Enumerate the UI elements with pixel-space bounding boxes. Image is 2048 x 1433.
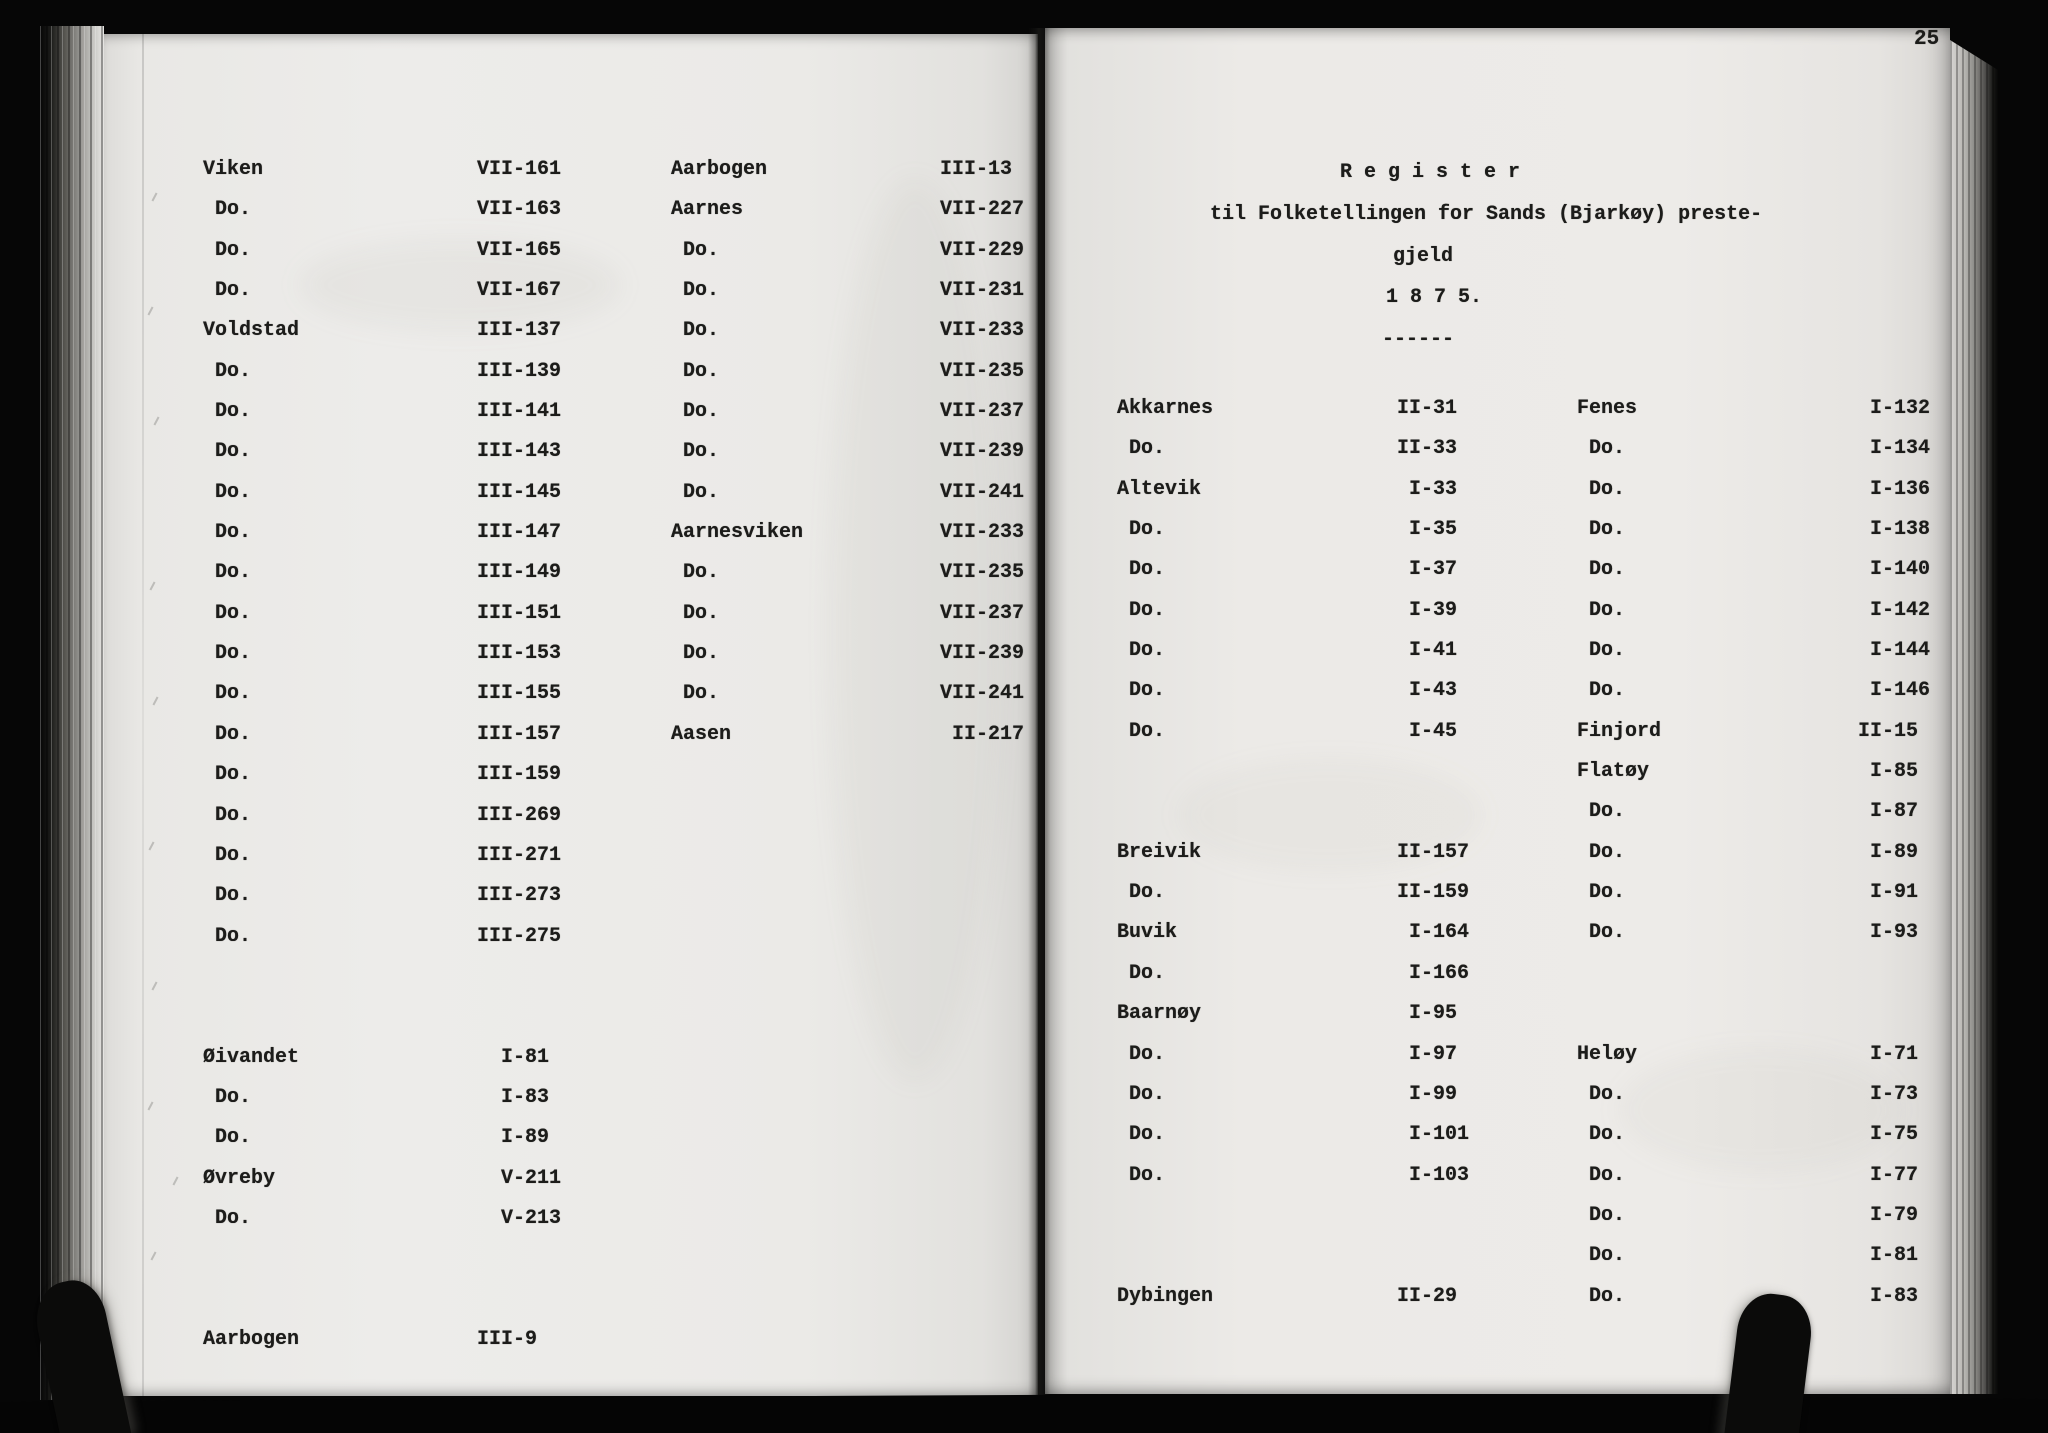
- register-row: [1117, 397, 1458, 439]
- entry-name: Do.: [1577, 1082, 1626, 1106]
- entry-ref: I - 87: [1869, 800, 1919, 824]
- entry-ref: I - 89: [500, 1126, 550, 1150]
- register-row: [671, 480, 1025, 523]
- register-row: [1117, 598, 1458, 641]
- entry-name: Do.: [671, 359, 720, 383]
- entry-name: Heløy: [1577, 1042, 1638, 1066]
- entry-ref: I - 71: [1869, 1042, 1919, 1066]
- entry-ref: III - 9: [477, 1327, 538, 1351]
- register-subtitle-line: til Folketellingen for Sands (Bjarkøy) preste-: [1210, 203, 1763, 226]
- entry-name: Do.: [1117, 961, 1166, 985]
- register-row: [203, 1327, 538, 1370]
- entry-name: Do.: [1117, 558, 1166, 582]
- entry-ref: I - 164: [1408, 921, 1470, 945]
- register-row: [1117, 1246, 1213, 1286]
- register-row: [1117, 881, 1470, 923]
- entry-ref: III - 13: [940, 158, 1013, 181]
- stacked-page-edges-left: [40, 26, 104, 1400]
- entry-name: Do.: [1117, 1123, 1166, 1147]
- register-row: [1577, 1203, 1919, 1246]
- register-row: [203, 601, 562, 644]
- entry-ref: I - 89: [1869, 840, 1919, 864]
- register-row: [1577, 921, 1919, 963]
- entry-ref: I - 140: [1869, 558, 1931, 582]
- entry-ref: VII - 229: [940, 238, 1025, 262]
- entry-ref: III - 147: [477, 521, 562, 545]
- register-divider-dashes: ------: [1382, 328, 1455, 351]
- entry-ref: VII - 239: [940, 440, 1025, 464]
- entry-name: Do.: [1117, 598, 1166, 622]
- entry-name: Do.: [203, 480, 252, 504]
- register-row: [203, 884, 562, 926]
- register-row: [1577, 679, 1931, 721]
- entry-ref: I - 45: [1408, 719, 1458, 743]
- entry-name: Do.: [203, 561, 252, 585]
- register-row: [1117, 679, 1458, 721]
- register-row: [1117, 1123, 1470, 1165]
- entry-name: Do.: [671, 440, 720, 464]
- entry-ref: VII - 233: [940, 319, 1025, 343]
- entry-name: Do.: [203, 601, 252, 625]
- register-row: [203, 521, 562, 563]
- register-row: [203, 722, 562, 765]
- entry-name: Do.: [203, 1126, 252, 1150]
- entry-name: Do.: [671, 642, 720, 666]
- entry-ref: I - 95: [1408, 1002, 1458, 1026]
- entry-ref: VII - 167: [477, 279, 562, 303]
- entry-name: Do.: [203, 359, 252, 383]
- register-title: R e g i s t e r: [1340, 161, 1521, 184]
- register-row: [1577, 1004, 1661, 1044]
- entry-name: Finjord: [1577, 719, 1662, 743]
- entry-name: Do.: [1117, 1163, 1166, 1187]
- entry-name: Do.: [1577, 1203, 1626, 1227]
- entry-ref: III - 271: [477, 843, 562, 867]
- entry-name: Øivandet: [203, 1045, 300, 1069]
- entry-ref: III - 151: [477, 601, 562, 625]
- entry-name: Do.: [1577, 518, 1626, 542]
- register-row: [203, 967, 299, 1007]
- register-row: [1577, 964, 1661, 1004]
- entry-name: Do.: [1577, 1244, 1626, 1268]
- entry-name: Do.: [203, 238, 252, 262]
- right-page-column-2: [1577, 397, 1931, 1327]
- entry-name: Do.: [1577, 679, 1626, 703]
- entry-name: Do.: [1117, 1082, 1166, 1106]
- register-row: [671, 561, 1025, 603]
- entry-name: Do.: [203, 884, 252, 908]
- entry-name: Do.: [1577, 639, 1626, 663]
- register-row: [671, 601, 1025, 644]
- entry-ref: VII - 233: [940, 521, 1025, 545]
- register-row: [671, 722, 1025, 765]
- entry-ref: II - 31: [1396, 397, 1458, 420]
- entry-name: Do.: [1117, 518, 1166, 542]
- entry-name: Do.: [203, 198, 252, 222]
- entry-ref: III - 137: [477, 319, 562, 343]
- entry-name: Do.: [203, 440, 252, 464]
- entry-name: Do.: [203, 521, 252, 545]
- entry-name: Do.: [1577, 558, 1626, 582]
- entry-name: Do.: [1577, 1163, 1626, 1187]
- register-row: [203, 682, 562, 724]
- register-row: [1117, 558, 1458, 600]
- register-row: [203, 1166, 562, 1209]
- entry-ref: VII - 161: [477, 158, 562, 181]
- register-row: [1117, 1002, 1458, 1044]
- entry-ref: I - 81: [1869, 1244, 1919, 1268]
- register-row: [1577, 1244, 1919, 1286]
- entry-name: Breivik: [1117, 840, 1202, 864]
- register-row: [1577, 1163, 1919, 1206]
- register-row: [671, 359, 1025, 402]
- register-row: [1117, 921, 1470, 963]
- entry-ref: I - 101: [1408, 1123, 1470, 1147]
- entry-ref: I - 77: [1869, 1163, 1919, 1187]
- register-row: [1577, 1123, 1919, 1165]
- entry-ref: I - 83: [500, 1085, 550, 1109]
- entry-ref: VII - 239: [940, 642, 1025, 666]
- paper-smudge: [830, 180, 1000, 1080]
- entry-name: Do.: [1117, 639, 1166, 663]
- entry-ref: I - 73: [1869, 1082, 1919, 1106]
- entry-ref: III - 155: [477, 682, 562, 706]
- register-row: [1117, 477, 1458, 520]
- entry-ref: V - 213: [500, 1206, 562, 1230]
- register-row: [203, 279, 562, 321]
- register-row: [1117, 961, 1470, 1004]
- register-row: [1577, 1284, 1919, 1327]
- register-row: [203, 1206, 562, 1249]
- register-year: 1 8 7 5.: [1386, 286, 1483, 309]
- register-row: [203, 763, 562, 805]
- entry-ref: I - 91: [1869, 881, 1919, 905]
- entry-ref: VII - 165: [477, 238, 562, 262]
- entry-ref: I - 43: [1408, 679, 1458, 703]
- paper-smudge: [300, 240, 620, 330]
- register-row: [671, 440, 1025, 482]
- entry-ref: II - 217: [951, 722, 1025, 746]
- entry-name: Do.: [203, 722, 252, 746]
- entry-ref: III - 153: [477, 642, 562, 666]
- register-row: [1117, 719, 1458, 762]
- register-row: [671, 400, 1025, 442]
- entry-name: Do.: [671, 480, 720, 504]
- entry-name: Do.: [671, 561, 720, 585]
- register-row: [1117, 1284, 1458, 1327]
- register-row: [203, 843, 562, 886]
- entry-name: Do.: [1117, 1042, 1166, 1066]
- entry-ref: I - 142: [1869, 598, 1931, 622]
- entry-name: Do.: [671, 279, 720, 303]
- entry-name: Do.: [671, 601, 720, 625]
- entry-ref: II - 29: [1396, 1284, 1458, 1308]
- register-row: [203, 561, 562, 603]
- register-row: [1577, 598, 1931, 641]
- register-row: [1577, 760, 1919, 802]
- register-row: [1577, 558, 1931, 600]
- entry-name: Aarnes: [671, 198, 744, 222]
- register-row: [203, 198, 562, 240]
- left-page-column-1: [203, 158, 562, 1370]
- entry-ref: III - 139: [477, 359, 562, 383]
- entry-name: Do.: [1117, 437, 1166, 461]
- entry-name: Viken: [203, 158, 264, 181]
- register-row: [671, 198, 1025, 240]
- entry-ref: I - 134: [1869, 437, 1931, 461]
- entry-ref: VII - 237: [940, 601, 1025, 625]
- entry-ref: VII - 235: [940, 359, 1025, 383]
- register-row: [671, 238, 1025, 281]
- entry-name: Do.: [1117, 719, 1166, 743]
- register-row: [203, 1126, 550, 1168]
- entry-ref: II - 159: [1396, 881, 1470, 905]
- register-row: [1117, 1042, 1458, 1085]
- entry-name: Do.: [1577, 881, 1626, 905]
- entry-name: Flatøy: [1577, 760, 1650, 784]
- register-row: [203, 1085, 550, 1128]
- register-row: [1577, 881, 1919, 923]
- entry-ref: III - 273: [477, 884, 562, 908]
- entry-name: Do.: [203, 1085, 252, 1109]
- entry-ref: VII - 163: [477, 198, 562, 222]
- entry-ref: III - 143: [477, 440, 562, 464]
- left-page-column-2: [671, 158, 1025, 765]
- stacked-page-edges-right: [1950, 40, 1998, 1394]
- register-row: [671, 642, 1025, 684]
- entry-name: Do.: [1117, 881, 1166, 905]
- entry-ref: I - 132: [1869, 397, 1931, 420]
- entry-ref: VII - 237: [940, 400, 1025, 424]
- entry-name: Do.: [203, 1206, 252, 1230]
- entry-name: Do.: [1577, 1284, 1626, 1308]
- entry-name: Baarnøy: [1117, 1002, 1202, 1026]
- register-row: [671, 682, 1025, 724]
- register-row: [1117, 840, 1470, 883]
- entry-ref: I - 146: [1869, 679, 1931, 703]
- entry-ref: I - 83: [1869, 1284, 1919, 1308]
- entry-ref: VII - 227: [940, 198, 1025, 222]
- entry-ref: II - 33: [1396, 437, 1458, 461]
- register-row: [203, 1249, 299, 1289]
- entry-name: Do.: [203, 803, 252, 827]
- entry-ref: VII - 241: [940, 682, 1025, 706]
- register-row: [203, 158, 562, 200]
- register-row: [1577, 840, 1919, 883]
- entry-ref: I - 85: [1869, 760, 1919, 784]
- entry-ref: I - 33: [1408, 477, 1458, 501]
- entry-name: Akkarnes: [1117, 397, 1214, 420]
- register-row: [203, 924, 562, 967]
- register-row: [1577, 518, 1931, 560]
- entry-ref: I - 75: [1869, 1123, 1919, 1147]
- entry-name: Do.: [203, 924, 252, 948]
- entry-ref: III - 141: [477, 400, 562, 424]
- entry-name: Aasen: [671, 722, 732, 746]
- register-row: [1577, 437, 1931, 479]
- register-row: [203, 319, 562, 361]
- register-row: [203, 1290, 299, 1330]
- entry-ref: I - 35: [1408, 518, 1458, 542]
- entry-ref: I - 37: [1408, 558, 1458, 582]
- register-row: [203, 1045, 550, 1088]
- register-row: [1117, 437, 1458, 479]
- entry-name: Øvreby: [203, 1166, 276, 1190]
- entry-name: Do.: [1577, 840, 1626, 864]
- register-row: [203, 803, 562, 846]
- register-row: [203, 642, 562, 684]
- entry-ref: III - 275: [477, 924, 562, 948]
- entry-ref: I - 103: [1408, 1163, 1470, 1187]
- paper-smudge: [1620, 1050, 1900, 1170]
- entry-ref: VII - 231: [940, 279, 1025, 303]
- entry-name: Do.: [1577, 598, 1626, 622]
- entry-name: Do.: [203, 400, 252, 424]
- register-row: [1117, 1163, 1470, 1206]
- entry-ref: III - 149: [477, 561, 562, 585]
- register-row: [671, 319, 1025, 361]
- entry-ref: I - 166: [1408, 961, 1470, 985]
- register-row: [203, 1007, 299, 1047]
- entry-ref: I - 136: [1869, 477, 1931, 501]
- entry-ref: I - 93: [1869, 921, 1919, 945]
- register-row: [1577, 477, 1931, 520]
- entry-ref: III - 157: [477, 722, 562, 746]
- entry-ref: I - 144: [1869, 639, 1931, 663]
- register-row: [203, 400, 562, 442]
- register-row: [1577, 1082, 1919, 1125]
- register-row: [203, 440, 562, 482]
- entry-ref: I - 81: [500, 1045, 550, 1069]
- entry-name: Do.: [671, 400, 720, 424]
- entry-ref: I - 79: [1869, 1203, 1919, 1227]
- entry-ref: I - 138: [1869, 518, 1931, 542]
- register-row: [671, 521, 1025, 563]
- register-row: [1577, 639, 1931, 681]
- entry-name: Dybingen: [1117, 1284, 1214, 1308]
- register-row: [203, 359, 562, 402]
- entry-name: Do.: [1577, 921, 1626, 945]
- entry-ref: III - 159: [477, 763, 562, 787]
- register-row: [1117, 1206, 1213, 1246]
- entry-ref: II - 157: [1396, 840, 1470, 864]
- entry-ref: I - 41: [1408, 639, 1458, 663]
- entry-name: Do.: [671, 238, 720, 262]
- entry-name: Do.: [671, 319, 720, 343]
- entry-name: Do.: [1577, 800, 1626, 824]
- entry-name: Do.: [1577, 477, 1626, 501]
- entry-name: Do.: [203, 843, 252, 867]
- entry-name: Buvik: [1117, 921, 1178, 945]
- entry-ref: VII - 241: [940, 480, 1025, 504]
- register-row: [1577, 719, 1919, 762]
- register-row: [671, 279, 1025, 321]
- entry-name: Do.: [203, 763, 252, 787]
- entry-name: Aarbogen: [203, 1327, 300, 1351]
- entry-name: Do.: [1117, 679, 1166, 703]
- register-row: [1117, 639, 1458, 681]
- entry-ref: I - 99: [1408, 1082, 1458, 1106]
- entry-name: Do.: [1577, 437, 1626, 461]
- entry-ref: III - 269: [477, 803, 562, 827]
- entry-name: Do.: [1577, 1123, 1626, 1147]
- right-page-column-1: [1117, 397, 1470, 1327]
- book-gutter: [1028, 28, 1050, 1396]
- entry-name: Fenes: [1577, 397, 1638, 420]
- register-subtitle-line: gjeld: [1393, 245, 1454, 268]
- entry-name: Voldstad: [203, 319, 300, 343]
- page-number: 25: [1914, 28, 1940, 51]
- entry-name: Aarbogen: [671, 158, 768, 181]
- register-row: [1117, 1082, 1458, 1125]
- entry-ref: III - 145: [477, 480, 562, 504]
- register-row: [1577, 397, 1931, 439]
- entry-name: Do.: [203, 682, 252, 706]
- register-row: [671, 158, 1013, 200]
- register-row: [1117, 518, 1458, 560]
- register-row: [1577, 1042, 1919, 1085]
- register-row: [203, 480, 562, 523]
- register-row: [1117, 762, 1213, 802]
- entry-ref: V - 211: [500, 1166, 562, 1190]
- entry-ref: VII - 235: [940, 561, 1025, 585]
- entry-ref: I - 39: [1408, 598, 1458, 622]
- register-row: [1117, 802, 1213, 842]
- entry-name: Do.: [671, 682, 720, 706]
- entry-name: Aarnesviken: [671, 521, 804, 545]
- register-row: [203, 238, 562, 281]
- register-row: [1577, 800, 1919, 842]
- entry-name: Do.: [203, 279, 252, 303]
- entry-ref: II - 15: [1857, 719, 1919, 743]
- entry-ref: I - 97: [1408, 1042, 1458, 1066]
- entry-name: Do.: [203, 642, 252, 666]
- entry-name: Altevik: [1117, 477, 1202, 501]
